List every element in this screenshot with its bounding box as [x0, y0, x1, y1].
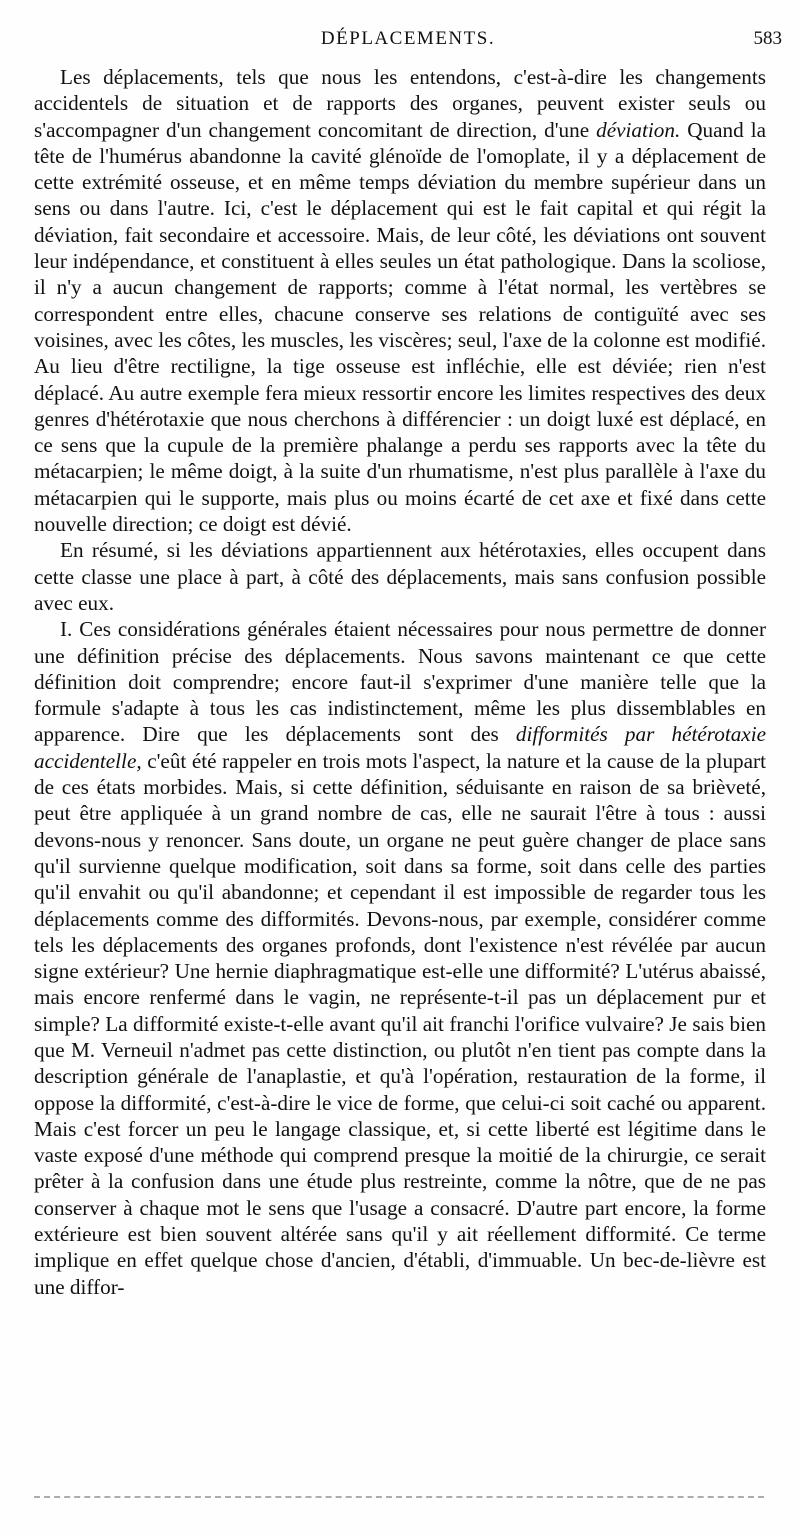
paragraph-text: Quand la tête de l'humérus abandonne la cavité glénoïde de l'omoplate, il y a déplacement de cette extrémité osseuse, et en même temps déviation du membre supérieur dans un sens ou dans l'autre. Ici, c'est le déplacement qui est le fait capital et qui régit la déviation, fait secondaire et accessoire. Mais, de leur côté, les déviations ont souvent leur indépendance, et constituent à elles seules un état pathologique. Dans la scoliose, il n'y a aucun changement de rapports; comme à l'état normal, les vertèbres se correspondent entre elles, chacune conserve ses relations de contiguïté avec ses voisines, avec les côtes, les muscles, les viscères; seul, l'axe de la colonne est modifié. Au lieu d'être rectiligne, la tige osseuse est infléchie, elle est déviée; rien n'est déplacé. Au autre exemple fera mieux ressortir encore les limites respectives des deux genres d'hétérotaxie que nous cherchons à différencier : un doigt luxé est déplacé, en ce sens que la cupule de la première phalange a perdu ses rapports avec la tête du métacarpien; le même doigt, à la suite d'un rhumatisme, n'est plus parallèle à l'axe du métacarpien qui le supporte, mais plus ou moins écarté de cet axe et fixé dans cette nouvelle direction; ce doigt est dévié. — [34, 117, 766, 537]
body-text — [34, 64, 766, 1300]
italic-term: difformités par hétérotaxie accidentelle, — [34, 722, 767, 773]
paragraph-1 — [34, 64, 766, 537]
page-header — [34, 22, 782, 52]
paragraph-text: c'eût été rappeler en trois mots l'aspect, la nature et la cause de la plupart de ces états morbides. Mais, si cette définition, séduisante en raison de sa brièveté, peut être appliquée à un grand nombre de cas, elle ne saurait l'être à tous : aussi devons-nous y renoncer. Sans doute, un organe ne peut guère changer de place sans qu'il survienne quelque modification, soit dans sa forme, soit dans celle des parties qu'il envahit ou qu'il abandonne; et cependant il est impossible de regarder tous les déplacements comme des difformités. Devons-nous, par exemple, considérer comme tels les déplacements des organes profonds, dont l'existence n'est révélée par aucun signe extérieur? Une hernie diaphragmatique est-elle une difformité? L'utérus abaissé, mais encore renfermé dans le vagin, ne représente-t-il pas un déplacement pur et simple? La difformité existe-t-elle avant qu'il ait franchi l'orifice vulvaire? Je sais bien que M. Verneuil n'admet pas cette distinction, ou plutôt n'en tient pas compte dans la description générale de l'anaplastie, et qu'à l'opération, restauration de la forme, il oppose la difformité, c'est-à-dire le vice de forme, que celui-ci soit caché ou apparent. Mais c'est forcer un peu le langage classique, et, si cette liberté est légitime dans le vaste exposé d'une méthode qui comprend presque la moitié de la chirurgie, ce serait prêter à la confusion dans une étude plus restreinte, comme la nôtre, que de ne pas conserver à chaque mot le sens que l'usage a consacré. D'autre part encore, la forme extérieure est bien souvent altérée sans qu'il y ait réellement difformité. Ce terme implique en effet quelque chose d'ancien, d'établi, d'immuable. Un bec-de-lièvre est une diffor- — [34, 748, 766, 1299]
italic-term: déviation. — [596, 117, 681, 142]
paragraph-text: I. Ces considérations générales étaient nécessaires pour nous permettre de donner une définition précise des déplacements. Nous savons maintenant ce que cette définition doit comprendre; encore faut-il s'exprimer d'une manière telle que la formule s'adapte à tous les cas indistinctement, même les plus dissemblables en apparence. Dire que les déplacements sont des — [34, 617, 766, 747]
footer-dashed-rule — [34, 1496, 764, 1498]
running-head: DÉPLACEMENTS. — [320, 28, 496, 49]
paragraph-text: Les déplacements, tels que nous les entendons, c'est-à-dire les changements accidentels de situation et de rapports des organes, peuvent exister seuls ou s'accompagner d'un changement concomitant de direction, d'une — [34, 65, 766, 142]
paragraph-text: En résumé, si les déviations appartiennent aux hétérotaxies, elles occupent dans cette classe une place à part, à côté des déplacements, mais sans confusion possible avec eux. — [34, 538, 766, 615]
paragraph-3 — [34, 616, 766, 1300]
paragraph-2 — [34, 537, 766, 616]
page-number: 583 — [753, 28, 782, 49]
